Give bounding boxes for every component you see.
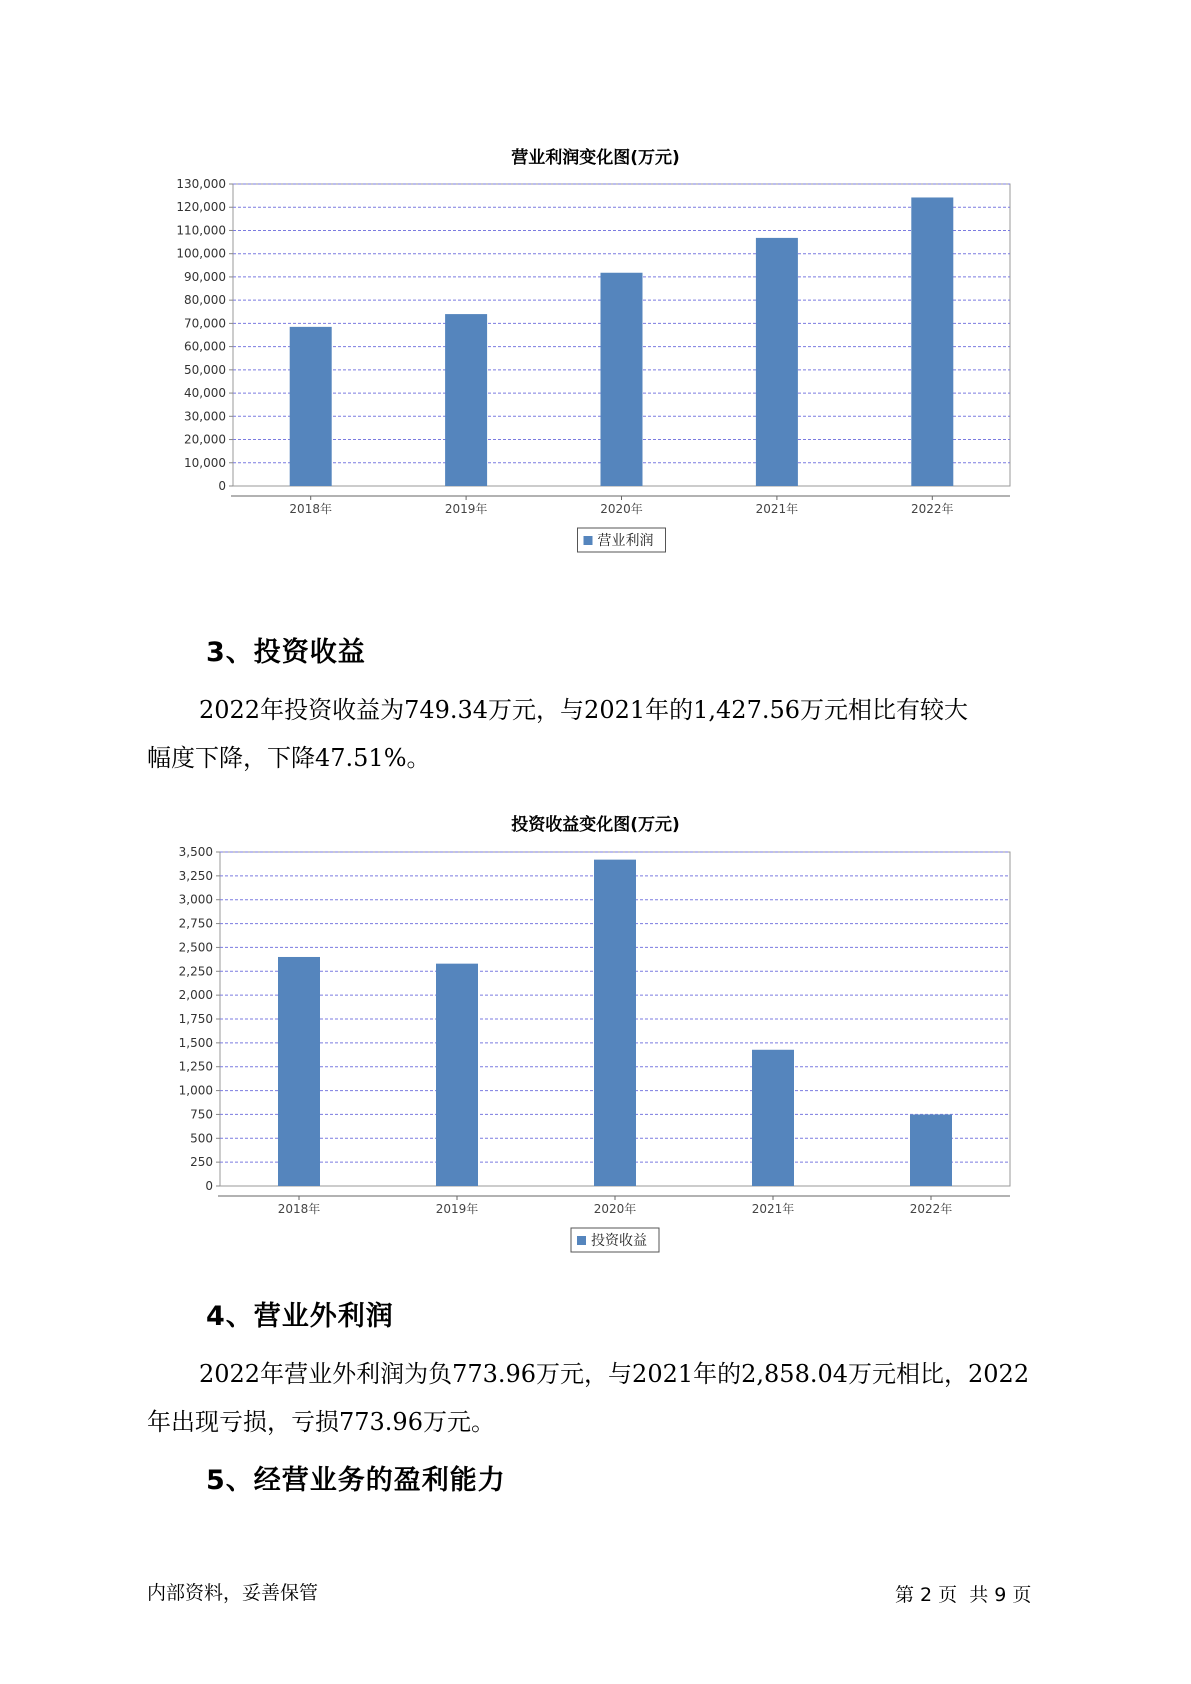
investment-income-y-tick-label: 750 — [190, 1107, 213, 1122]
operating-profit-x-tick-label: 2022年 — [911, 502, 954, 516]
investment-income-x-tick-label: 2018年 — [277, 1202, 321, 1216]
non-operating-profit-paragraph — [147, 1350, 1087, 1446]
investment-income-bar — [752, 1050, 794, 1186]
investment-income-x-tick-label: 2021年 — [751, 1202, 795, 1216]
investment-income-heading: 3、投资收益 — [206, 637, 366, 668]
non-operating-para-line2: 年出现亏损，亏损773.96万元。 — [147, 1408, 495, 1436]
investment-income-bar — [910, 1114, 952, 1186]
investment-income-chart-svg — [160, 836, 1020, 1249]
operating-profit-x-tick-label: 2018年 — [289, 502, 332, 516]
investment-income-x-tick-label: 2022年 — [909, 1202, 953, 1216]
operating-profit-chart-title: 营业利润变化图(万元) — [511, 148, 680, 168]
investment-income-chart — [160, 836, 1020, 1249]
investment-income-bar — [594, 860, 636, 1186]
investment-income-legend-swatch — [577, 1236, 586, 1245]
operating-profit-y-tick-label: 40,000 — [184, 386, 226, 401]
investment-income-chart-title: 投资收益变化图(万元) — [511, 815, 680, 835]
investment-income-y-tick-label: 3,500 — [178, 845, 213, 859]
investment-income-y-tick-label: 2,500 — [178, 940, 213, 955]
operating-profit-y-tick-label: 80,000 — [184, 293, 226, 308]
non-operating-para-line1: 2022年营业外利润为负773.96万元，与2021年的2,858.04万元相比，2022 — [199, 1360, 1030, 1388]
investment-income-x-tick-label: 2019年 — [435, 1202, 479, 1216]
non-operating-profit-heading: 4、营业外利润 — [206, 1301, 394, 1332]
operating-profit-y-tick-label: 30,000 — [184, 409, 226, 424]
operating-profit-y-tick-label: 10,000 — [184, 455, 226, 470]
investment-income-y-tick-label: 2,750 — [178, 916, 213, 931]
operating-profit-y-tick-label: 100,000 — [176, 246, 226, 261]
operating-profit-x-tick-label: 2021年 — [755, 502, 799, 516]
operating-profit-y-tick-label: 60,000 — [184, 339, 226, 354]
investment-income-x-tick-label: 2020年 — [593, 1202, 637, 1216]
operating-profit-bar — [290, 327, 332, 486]
investment-income-para-line2: 幅度下降，下降47.51%。 — [147, 744, 431, 772]
investment-income-y-tick-label: 1,250 — [178, 1059, 213, 1074]
investment-income-bar — [436, 964, 478, 1186]
operating-profit-y-tick-label: 90,000 — [184, 269, 226, 284]
operating-profit-legend-label: 营业利润 — [597, 533, 654, 549]
operating-profit-y-tick-label: 50,000 — [184, 362, 226, 377]
investment-income-y-tick-label: 250 — [190, 1155, 213, 1170]
investment-income-paragraph — [147, 686, 1087, 782]
operating-profit-y-tick-label: 130,000 — [176, 177, 226, 191]
investment-income-y-tick-label: 1,000 — [178, 1083, 213, 1098]
operating-profit-x-tick-label: 2019年 — [444, 502, 488, 516]
operating-profit-bar — [756, 238, 798, 486]
operating-profit-chart-svg — [160, 168, 1020, 548]
investment-income-y-tick-label: 1,750 — [178, 1012, 213, 1026]
operating-profit-y-tick-label: 20,000 — [184, 432, 226, 447]
operating-profit-y-tick-label: 0 — [218, 479, 226, 493]
operating-profit-y-tick-label: 110,000 — [176, 223, 226, 238]
footer-confidential-note: 内部资料，妥善保管 — [147, 1582, 319, 1604]
profitability-heading: 5、经营业务的盈利能力 — [206, 1465, 506, 1496]
investment-income-y-tick-label: 0 — [205, 1179, 213, 1193]
operating-profit-y-tick-label: 70,000 — [184, 316, 226, 331]
investment-income-y-tick-label: 3,250 — [178, 868, 213, 883]
operating-profit-chart — [160, 168, 1020, 548]
operating-profit-bar — [445, 314, 487, 486]
investment-income-y-tick-label: 3,000 — [178, 892, 213, 907]
investment-income-y-tick-label: 1,500 — [178, 1035, 213, 1050]
investment-income-y-tick-label: 2,000 — [178, 988, 213, 1003]
investment-income-y-tick-label: 500 — [190, 1131, 213, 1146]
operating-profit-bar — [911, 197, 953, 486]
operating-profit-x-tick-label: 2020年 — [600, 502, 643, 516]
operating-profit-y-tick-label: 120,000 — [176, 200, 226, 215]
operating-profit-bar — [601, 273, 643, 486]
operating-profit-legend-swatch — [584, 536, 593, 545]
investment-income-y-tick-label: 2,250 — [178, 964, 213, 979]
investment-income-bar — [278, 957, 320, 1186]
investment-income-legend-label: 投资收益 — [591, 1233, 647, 1249]
footer-page-number: 第 2 页 共 9 页 — [895, 1584, 1032, 1606]
investment-income-para-line1: 2022年投资收益为749.34万元，与2021年的1,427.56万元相比有较大 — [199, 696, 969, 724]
